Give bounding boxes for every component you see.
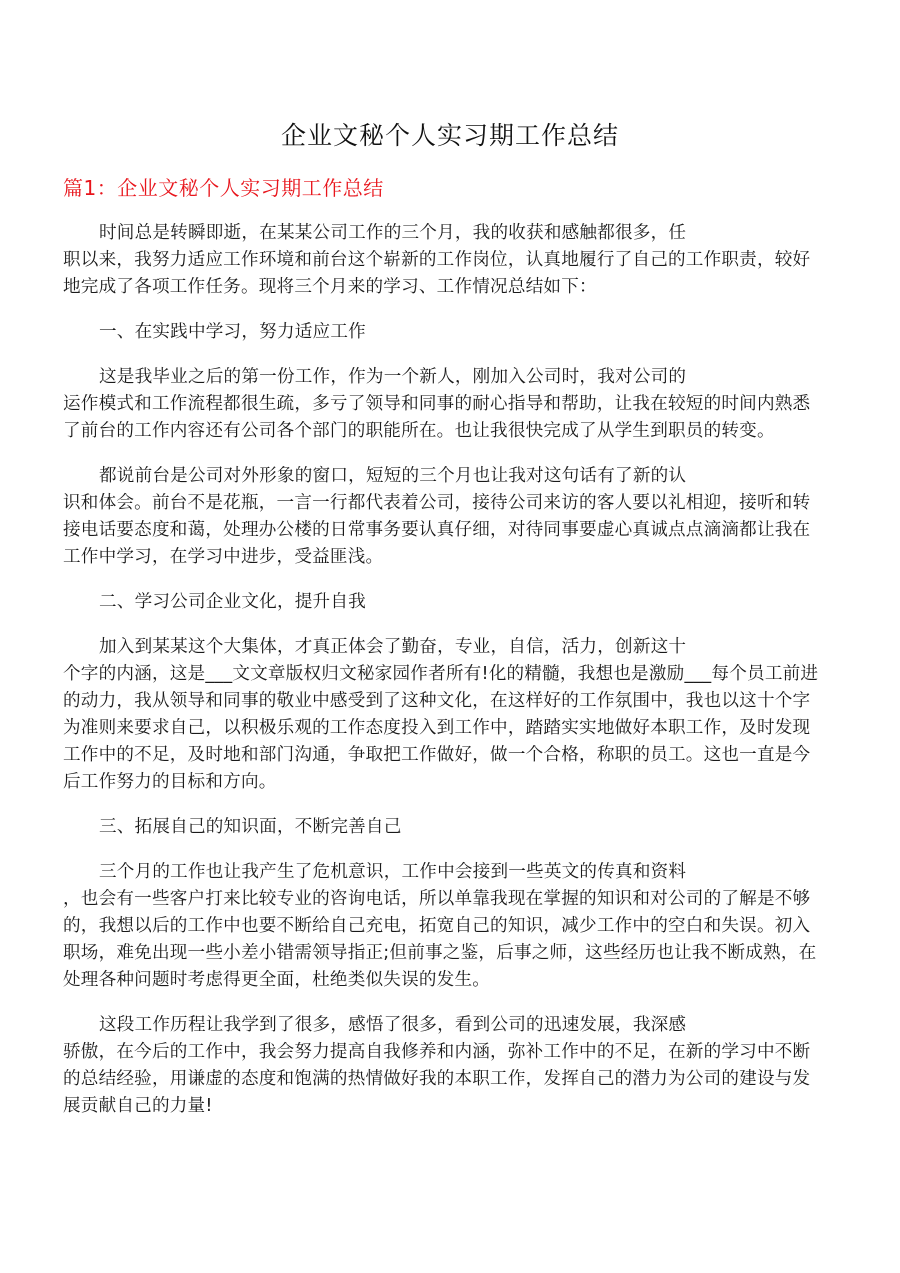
text-line: 识和体会。前台不是花瓶，一言一行都代表着公司，接待公司来访的客人要以礼相迎，接听和转 — [63, 493, 811, 513]
text-line: 后工作努力的目标和方向。 — [63, 772, 277, 792]
text-line: ，也会有一些客户打来比较专业的咨询电话，所以单靠我现在掌握的知识和对公司的了解是不够 — [63, 889, 811, 909]
text-line: 为准则来要求自己，以积极乐观的工作态度投入到工作中，踏踏实实地做好本职工作，及时发现 — [63, 718, 811, 738]
text-line: 个字的内涵，这是___文文章版权归文秘家园作者所有!化的精髓，我想也是激励___每个员工前进 — [63, 664, 819, 684]
section-heading: 篇1：企业文秘个人实习期工作总结 — [63, 176, 384, 200]
text-line: 的动力，我从领导和同事的敬业中感受到了这种文化，在这样好的工作氛围中，我也以这十个字 — [63, 691, 811, 711]
document-body — [63, 220, 838, 1138]
paragraph — [63, 463, 838, 571]
subsection-heading — [63, 589, 838, 616]
text-line: 的总结经验，用谦虚的态度和饱满的热情做好我的本职工作，发挥自己的潜力为公司的建设与发 — [63, 1069, 811, 1089]
text-line: 这是我毕业之后的第一份工作，作为一个新人，刚加入公司时，我对公司的 — [99, 367, 687, 387]
text-line: 的，我想以后的工作中也要不断给自己充电，拓宽自己的知识，减少工作中的空白和失误。初入 — [63, 916, 811, 936]
paragraph — [63, 220, 838, 301]
subsection-heading — [63, 319, 838, 346]
paragraph — [63, 1012, 838, 1120]
text-line: 三个月的工作也让我产生了危机意识，工作中会接到一些英文的传真和资料 — [99, 862, 687, 882]
subsection-heading — [63, 814, 838, 841]
text-line: 一、在实践中学习，努力适应工作 — [99, 322, 366, 342]
text-line: 展贡献自己的力量! — [63, 1096, 213, 1116]
text-line: 接电话要态度和蔼，处理办公楼的日常事务要认真仔细，对待同事要虚心真诚点点滴滴都让我在 — [63, 520, 811, 540]
text-line: 运作模式和工作流程都很生疏，多亏了领导和同事的耐心指导和帮助，让我在较短的时间内熟悉 — [63, 394, 811, 414]
text-line: 了前台的工作内容还有公司各个部门的职能所在。也让我很快完成了从学生到职员的转变。 — [63, 421, 775, 441]
text-line: 都说前台是公司对外形象的窗口，短短的三个月也让我对这句话有了新的认 — [99, 466, 687, 486]
text-line: 职场，难免出现一些小差小错需领导指正;但前事之鉴，后事之师，这些经历也让我不断成熟，在 — [63, 943, 817, 963]
document-title: 企业文秘个人实习期工作总结 — [280, 121, 619, 150]
text-line: 二、学习公司企业文化，提升自我 — [99, 592, 366, 612]
paragraph — [63, 364, 838, 445]
text-line: 地完成了各项工作任务。现将三个月来的学习、工作情况总结如下： — [63, 277, 597, 297]
text-line: 时间总是转瞬即逝，在某某公司工作的三个月，我的收获和感触都很多，任 — [99, 223, 687, 243]
text-line: 处理各种问题时考虑得更全面，杜绝类似失误的发生。 — [63, 970, 491, 990]
paragraph — [63, 859, 838, 994]
text-line: 这段工作历程让我学到了很多，感悟了很多，看到公司的迅速发展，我深感 — [99, 1015, 687, 1035]
text-line: 加入到某某这个大集体，才真正体会了勤奋，专业，自信，活力，创新这十 — [99, 637, 687, 657]
text-line: 三、拓展自己的知识面，不断完善自己 — [99, 817, 402, 837]
paragraph — [63, 634, 838, 796]
text-line: 职以来，我努力适应工作环境和前台这个崭新的工作岗位，认真地履行了自己的工作职责，较好 — [63, 250, 811, 270]
text-line: 工作中的不足，及时地和部门沟通，争取把工作做好，做一个合格，称职的员工。这也一直是今 — [63, 745, 811, 765]
text-line: 骄傲，在今后的工作中，我会努力提高自我修养和内涵，弥补工作中的不足，在新的学习中不断 — [63, 1042, 811, 1062]
text-line: 工作中学习，在学习中进步，受益匪浅。 — [63, 547, 384, 567]
